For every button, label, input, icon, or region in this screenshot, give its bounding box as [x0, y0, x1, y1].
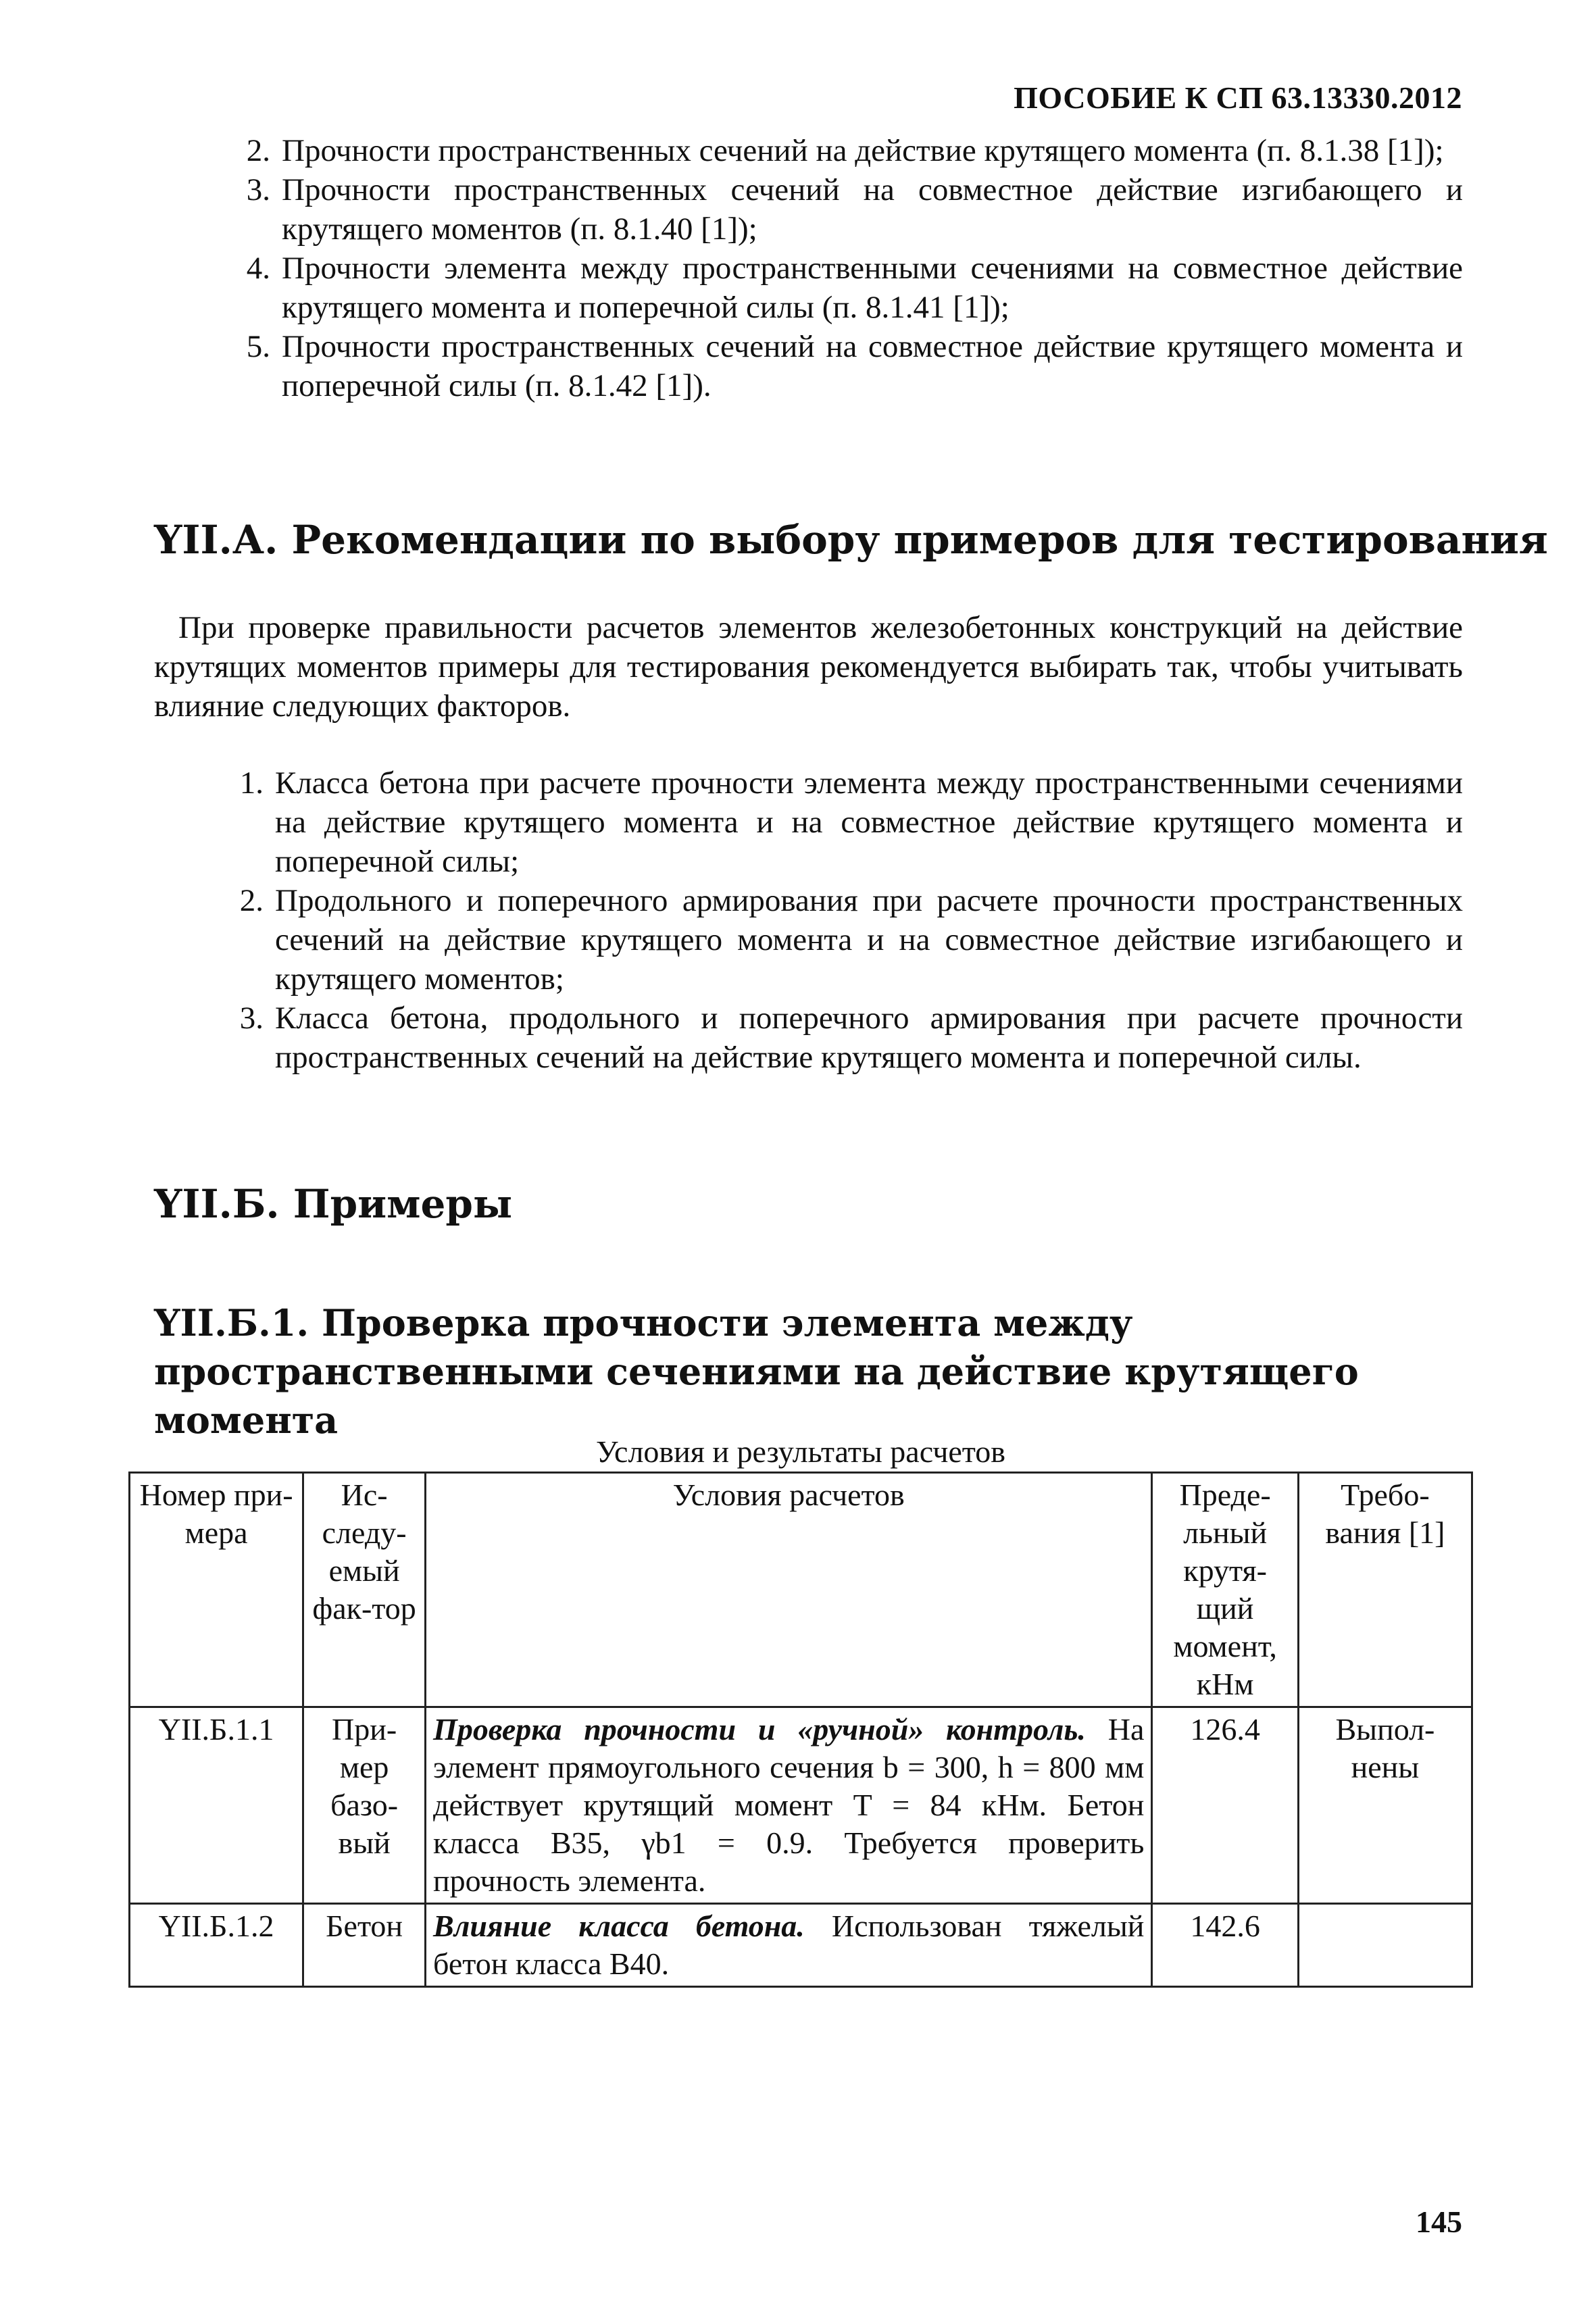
header-requirements: Требо-вания [1]: [1298, 1473, 1472, 1707]
list-number: 2.: [239, 883, 264, 918]
cell-number: YII.Б.1.2: [130, 1904, 303, 1987]
list-item: [230, 249, 1463, 327]
list-text: Продольного и поперечного армирования при расчете прочности пространственных сечений на действие крутящего момента и на совместное действие изгибающего и крутящего моментов;: [275, 883, 1463, 997]
section-a-paragraph: При проверке правильности расчетов элементов железобетонных конструкций на действие крутящих моментов примеры для тестирования рекомендуется выбирать так, чтобы учитывать влияние следующих факторов.: [154, 610, 1463, 724]
results-table: [128, 1472, 1473, 1988]
page-number: 145: [1416, 2205, 1462, 2239]
cell-factor: При-мер базо-вый: [303, 1707, 426, 1904]
list-item: [223, 763, 1463, 881]
list-number: 3.: [246, 172, 270, 207]
list-text: Прочности пространственных сечений на совместное действие изгибающего и крутящего моментов (п. 8.1.40 [1]);: [282, 172, 1463, 247]
list-text: Прочности пространственных сечений на совместное действие крутящего момента и поперечной силы (п. 8.1.42 [1]).: [282, 329, 1463, 403]
list-number: 2.: [246, 133, 270, 168]
cell-conditions: [426, 1904, 1152, 1987]
cell-requirements: [1298, 1904, 1472, 1987]
list-text: Класса бетона, продольного и поперечного армирования при расчете прочности пространственных сечений на действие крутящего момента и поперечной силы.: [275, 1001, 1463, 1075]
cell-conditions: [426, 1707, 1152, 1904]
cell-moment: 126.4: [1152, 1707, 1298, 1904]
cell-number: YII.Б.1.1: [130, 1707, 303, 1904]
section-b-heading: YII.Б. Примеры: [154, 1181, 513, 1227]
conditions-text: Использован тяжелый бетон класса В40.: [433, 1909, 1145, 1981]
list-item: [223, 881, 1463, 999]
list-number: 5.: [246, 329, 270, 364]
header-factor: Ис-следу-емый фак-тор: [303, 1473, 426, 1707]
list-text: Прочности пространственных сечений на действие крутящего момента (п. 8.1.38 [1]);: [282, 133, 1444, 168]
conditions-text: На элемент прямоугольного сечения b = 300, h = 800 мм действует крутящий момент T = 84 кНм. Бетон класса В35, γb1 = 0.9. Требуется проверить прочность элемента.: [433, 1712, 1145, 1898]
table-header-row: [130, 1473, 1472, 1707]
conditions-title: Влияние класса бетона.: [433, 1909, 805, 1943]
header-number: Номер при-мера: [130, 1473, 303, 1707]
list-number: 1.: [239, 765, 264, 801]
cell-factor: Бетон: [303, 1904, 426, 1987]
cell-moment: 142.6: [1152, 1904, 1298, 1987]
conditions-title: Проверка прочности и «ручной» контроль.: [433, 1712, 1086, 1746]
section-b1-heading: YII.Б.1. Проверка прочности элемента между пространственными сечениями на действие крутящего момента: [154, 1301, 1359, 1442]
list-number: 3.: [239, 1001, 264, 1036]
header-moment: Преде-льный крутя-щий момент, кНм: [1152, 1473, 1298, 1707]
list-item: [230, 170, 1463, 249]
header-conditions: Условия расчетов: [426, 1473, 1152, 1707]
list-item: [230, 327, 1463, 405]
list-item: [223, 999, 1463, 1077]
table-caption: Условия и результаты расчетов: [596, 1434, 1005, 1469]
factors-list: [223, 763, 1463, 1077]
list-text: Прочности элемента между пространственными сечениями на совместное действие крутящего момента и поперечной силы (п. 8.1.41 [1]);: [282, 251, 1463, 325]
running-header: ПОСОБИЕ К СП 63.13330.2012: [1014, 80, 1462, 115]
list-text: Класса бетона при расчете прочности элемента между пространственными сечениями на действие крутящего момента и на совместное действие крутящего момента и поперечной силы;: [275, 765, 1463, 879]
cell-requirements: Выпол-нены: [1298, 1707, 1472, 1904]
table-row: [130, 1904, 1472, 1987]
list-item: [230, 131, 1463, 170]
top-list: [230, 131, 1463, 405]
table-row: [130, 1707, 1472, 1904]
list-number: 4.: [246, 251, 270, 286]
section-a-heading: YII.А. Рекомендации по выбору примеров для тестирования: [154, 517, 1548, 563]
